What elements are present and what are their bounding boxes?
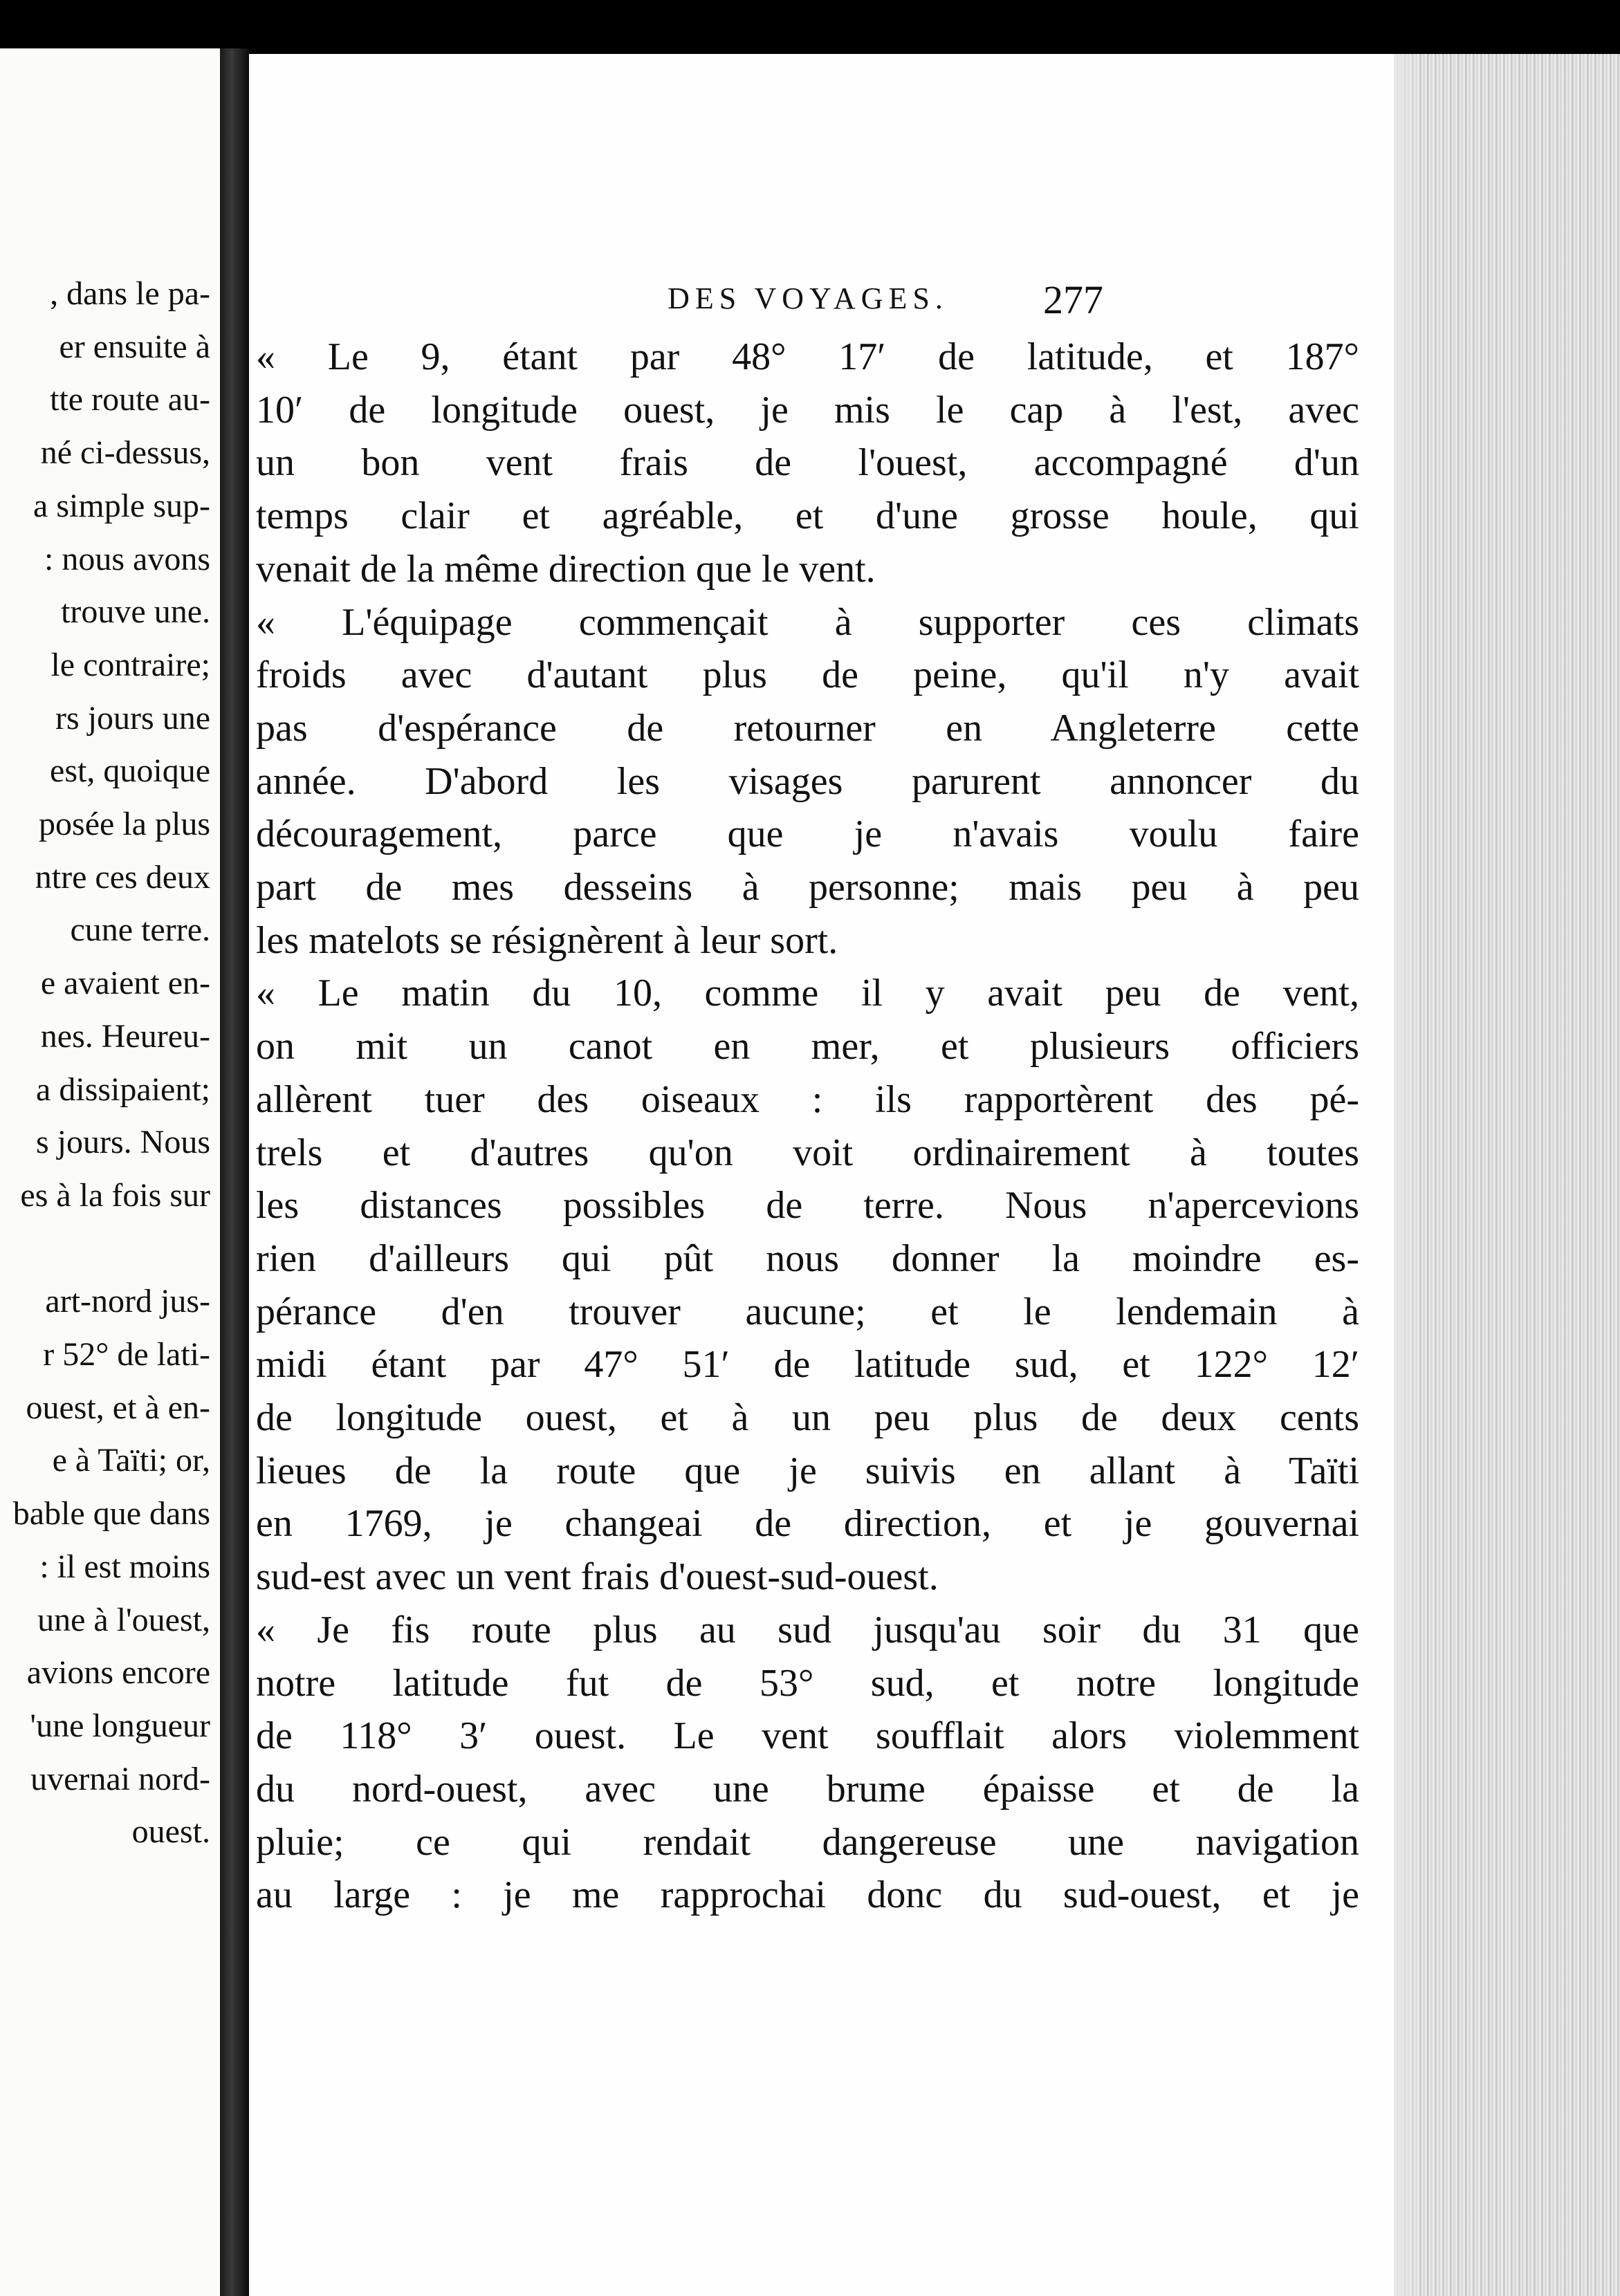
left-page-line: est, quoique [50,752,210,789]
left-page-line: er ensuite à [59,328,210,365]
left-page-line: ouest. [131,1813,210,1850]
text-line: « Le 9, étant par 48° 17′ de latitude, et 187° [256,335,1359,378]
text-line: trels et d'autres qu'on voit ordinairement à toutes [256,1131,1359,1174]
text-line: rien d'ailleurs qui pût nous donner la moindre es- [256,1237,1359,1280]
page-fore-edge [1394,54,1620,2296]
text-line: venait de la même direction que le vent. [256,548,876,591]
left-page-line: e à Taïti; or, [52,1442,210,1479]
text-line: de longitude ouest, et à un peu plus de deux cents [256,1396,1359,1439]
left-page-line: posée la plus [39,806,210,842]
text-line: froids avec d'autant plus de peine, qu'il n'y avait [256,654,1359,696]
left-facing-page [0,48,220,2296]
text-line: pérance d'en trouver aucune; et le lendemain à [256,1290,1359,1333]
left-page-line: , dans le pa- [50,275,210,312]
page-number: 277 [1043,277,1103,322]
left-page-line: rs jours une [55,700,210,737]
left-page-line: art-nord jus- [45,1283,210,1320]
text-line: découragement, parce que je n'avais voulu faire [256,813,1359,855]
text-line: de 118° 3′ ouest. Le vent soufflait alors violemment [256,1714,1359,1757]
text-line: du nord-ouest, avec une brume épaisse et de la [256,1768,1359,1811]
left-page-line: le contraire; [50,647,210,683]
left-page-line: trouve une. [61,593,210,630]
text-line: on mit un canot en mer, et plusieurs officiers [256,1025,1359,1068]
page-fore-edge-shade [1394,54,1421,2296]
left-page-line: : nous avons [44,541,210,577]
text-line: en 1769, je changeai de direction, et je gouvernai [256,1502,1359,1545]
left-page-line: s jours. Nous [35,1124,210,1160]
left-page-line: une à l'ouest, [37,1602,210,1638]
left-page-line: e avaient en- [40,965,210,1001]
text-line: sud-est avec un vent frais d'ouest-sud-ouest. [256,1555,939,1598]
left-page-line: né ci-dessus, [40,434,210,471]
left-page-line: nes. Heureu- [40,1018,210,1055]
text-line: « Je fis route plus au sud jusqu'au soir du 31 que [256,1609,1359,1651]
left-page-line: bable que dans [12,1495,210,1532]
left-page-line: a dissipaient; [36,1071,210,1108]
text-line: midi étant par 47° 51′ de latitude sud, et 122° 12′ [256,1343,1359,1386]
text-line: temps clair et agréable, et d'une grosse houle, qui [256,494,1359,537]
left-page-line: es à la fois sur [20,1177,210,1214]
left-page-line: tte route au- [50,381,210,418]
left-page-line: cune terre. [70,911,210,948]
main-page [249,54,1394,2296]
text-line: « L'équipage commençait à supporter ces climats [256,601,1359,644]
left-page-line: a simple sup- [33,488,210,524]
left-page-line: uvernai nord- [30,1761,210,1797]
text-line: année. D'abord les visages parurent annoncer du [256,760,1359,803]
book-gutter [220,48,249,2296]
left-page-line: ouest, et à en- [26,1389,210,1426]
text-line: un bon vent frais de l'ouest, accompagné d'un [256,441,1359,484]
text-line: lieues de la route que je suivis en allant à Taïti [256,1450,1359,1492]
text-line: pas d'espérance de retourner en Angleterre cette [256,707,1359,750]
text-line: notre latitude fut de 53° sud, et notre longitude [256,1662,1359,1705]
left-page-line: avions encore [26,1654,210,1691]
text-line: les matelots se résignèrent à leur sort. [256,919,838,962]
text-line: au large : je me rapprochai donc du sud-ouest, et je [256,1873,1359,1916]
text-line: part de mes desseins à personne; mais peu à peu [256,866,1359,909]
text-line: les distances possibles de terre. Nous n'apercevions [256,1184,1359,1227]
left-page-line: r 52° de lati- [43,1336,210,1373]
text-line: pluie; ce qui rendait dangereuse une navigation [256,1821,1359,1864]
running-head: DES VOYAGES. [668,281,948,315]
left-page-line: ntre ces deux [35,859,210,896]
left-page-line: : il est moins [39,1548,210,1585]
text-line: « Le matin du 10, comme il y avait peu de vent, [256,972,1359,1015]
left-page-line: 'une longueur [30,1707,210,1744]
text-line: allèrent tuer des oiseaux : ils rapportèrent des pé- [256,1078,1359,1121]
text-line: 10′ de longitude ouest, je mis le cap à l'est, avec [256,389,1359,432]
